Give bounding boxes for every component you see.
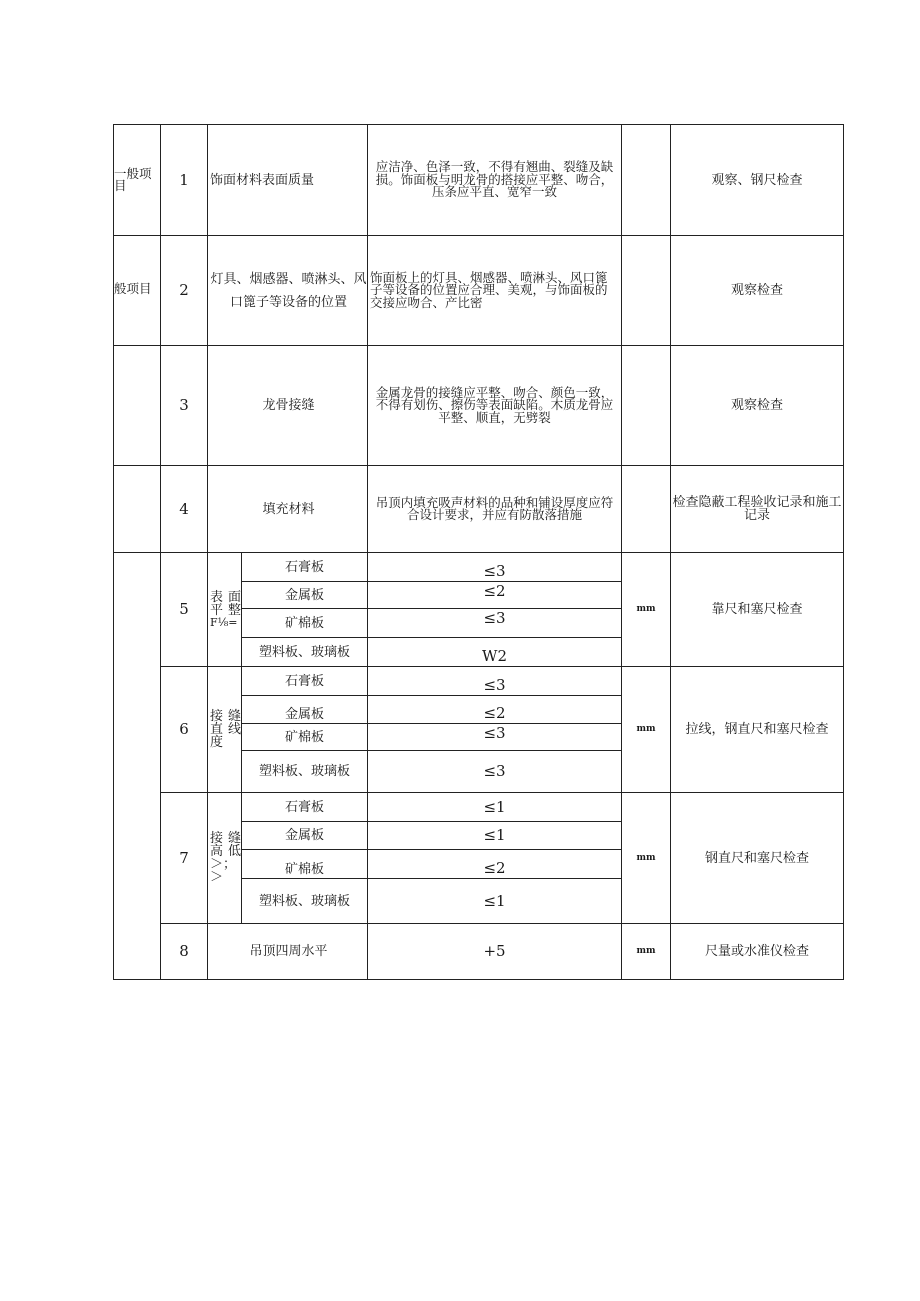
material-name: 塑料板、玻璃板 bbox=[242, 879, 368, 924]
label-line: 接 缝 bbox=[210, 709, 241, 724]
material-name: 塑料板、玻璃板 bbox=[242, 638, 368, 667]
tolerance-value: ≤2 bbox=[368, 582, 622, 609]
unit-cell bbox=[622, 236, 671, 346]
material-name: 金属板 bbox=[242, 822, 368, 850]
unit-cell: mm bbox=[622, 924, 671, 980]
table-row bbox=[114, 125, 844, 236]
category-cell: 般项目 bbox=[114, 236, 161, 346]
tolerance-value: ≤3 bbox=[368, 553, 622, 582]
tolerance-value: ≤3 bbox=[368, 667, 622, 696]
inspection-method: 钢直尺和塞尺检查 bbox=[671, 793, 844, 924]
material-name: 石膏板 bbox=[242, 553, 368, 582]
item-name: 饰面材料表面质量 bbox=[208, 125, 368, 236]
item-number: 6 bbox=[161, 667, 208, 793]
material-name: 矿棉板 bbox=[242, 609, 368, 638]
tolerance-value: +5 bbox=[368, 924, 622, 980]
unit-cell bbox=[622, 346, 671, 466]
inspection-method: 检查隐蔽工程验收记录和施工记录 bbox=[671, 466, 844, 553]
item-name: 吊顶四周水平 bbox=[208, 924, 368, 980]
item-number: 2 bbox=[161, 236, 208, 346]
inspection-table bbox=[113, 124, 844, 980]
unit-cell bbox=[622, 466, 671, 553]
label-line: 直 线 bbox=[210, 722, 241, 737]
inspection-method: 观察检查 bbox=[671, 236, 844, 346]
tolerance-value: ≤2 bbox=[368, 696, 622, 724]
label-line: 高 低 bbox=[210, 844, 241, 859]
label-line: 表 面 bbox=[210, 590, 241, 605]
unit-cell: mm bbox=[622, 793, 671, 924]
tolerance-value: W2 bbox=[368, 638, 622, 667]
inspection-method: 尺量或水准仪检查 bbox=[671, 924, 844, 980]
requirement-text: 吊顶内填充吸声材料的品种和铺设厚度应符合设计要求，并应有防散落措施 bbox=[368, 466, 622, 553]
table-row bbox=[114, 553, 844, 582]
unit-cell bbox=[622, 125, 671, 236]
requirement-text: 应洁净、色泽一致，不得有翘曲、裂缝及缺损。饰面板与明龙骨的搭接应平整、吻合，压条应平直、宽窄一致 bbox=[368, 125, 622, 236]
category-cell-empty bbox=[114, 553, 161, 980]
item-name: 龙骨接缝 bbox=[208, 346, 368, 466]
item-name: 灯具、烟感器、喷淋头、风口篦子等设备的位置 bbox=[208, 236, 368, 346]
item-number: 7 bbox=[161, 793, 208, 924]
table-row bbox=[114, 236, 844, 346]
category-cell: 一般项目 bbox=[114, 125, 161, 236]
tolerance-value: ≤2 bbox=[368, 850, 622, 879]
item-number: 1 bbox=[161, 125, 208, 236]
table-row bbox=[114, 924, 844, 980]
material-name: 矿棉板 bbox=[242, 724, 368, 751]
sub-item-label bbox=[208, 793, 242, 924]
category-cell bbox=[114, 346, 161, 466]
inspection-method: 拉线，钢直尺和塞尺检查 bbox=[671, 667, 844, 793]
tolerance-value: ≤1 bbox=[368, 879, 622, 924]
category-cell bbox=[114, 466, 161, 553]
item-number: 5 bbox=[161, 553, 208, 667]
tolerance-value: ≤1 bbox=[368, 822, 622, 850]
table-row bbox=[114, 667, 844, 696]
item-number: 3 bbox=[161, 346, 208, 466]
unit-cell: mm bbox=[622, 667, 671, 793]
inspection-method: 观察检查 bbox=[671, 346, 844, 466]
item-number: 4 bbox=[161, 466, 208, 553]
label-line: 接 缝 bbox=[210, 831, 241, 846]
material-name: 石膏板 bbox=[242, 667, 368, 696]
label-line: 度 bbox=[210, 735, 224, 750]
inspection-method: 靠尺和塞尺检查 bbox=[671, 553, 844, 667]
sub-item-label bbox=[208, 553, 242, 667]
label-line: 平 整 bbox=[210, 603, 241, 618]
tolerance-value: ≤1 bbox=[368, 793, 622, 822]
label-line: ＞ bbox=[210, 870, 224, 885]
material-name: 矿棉板 bbox=[242, 850, 368, 879]
material-name: 石膏板 bbox=[242, 793, 368, 822]
tolerance-value: ≤3 bbox=[368, 751, 622, 793]
item-number: 8 bbox=[161, 924, 208, 980]
unit-cell: mm bbox=[622, 553, 671, 667]
requirement-text: 饰面板上的灯具、烟感器、喷淋头、风口篦子等设备的位置应合理、美观，与饰面板的交接应吻合、产比密 bbox=[368, 236, 622, 346]
material-name: 金属板 bbox=[242, 582, 368, 609]
table-row bbox=[114, 346, 844, 466]
requirement-text: 金属龙骨的接缝应平整、吻合、颜色一致，不得有划伤、擦伤等表面缺陷。木质龙骨应平整、顺直，无劈裂 bbox=[368, 346, 622, 466]
label-line: ＞ ； bbox=[210, 857, 237, 872]
table-row bbox=[114, 466, 844, 553]
item-name: 填充材料 bbox=[208, 466, 368, 553]
tolerance-value: ≤3 bbox=[368, 724, 622, 751]
sub-item-label bbox=[208, 667, 242, 793]
tolerance-value: ≤3 bbox=[368, 609, 622, 638]
material-name: 金属板 bbox=[242, 696, 368, 724]
inspection-method: 观察、钢尺检查 bbox=[671, 125, 844, 236]
table-row bbox=[114, 793, 844, 822]
material-name: 塑料板、玻璃板 bbox=[242, 751, 368, 793]
label-line: F⅛= bbox=[210, 616, 238, 629]
